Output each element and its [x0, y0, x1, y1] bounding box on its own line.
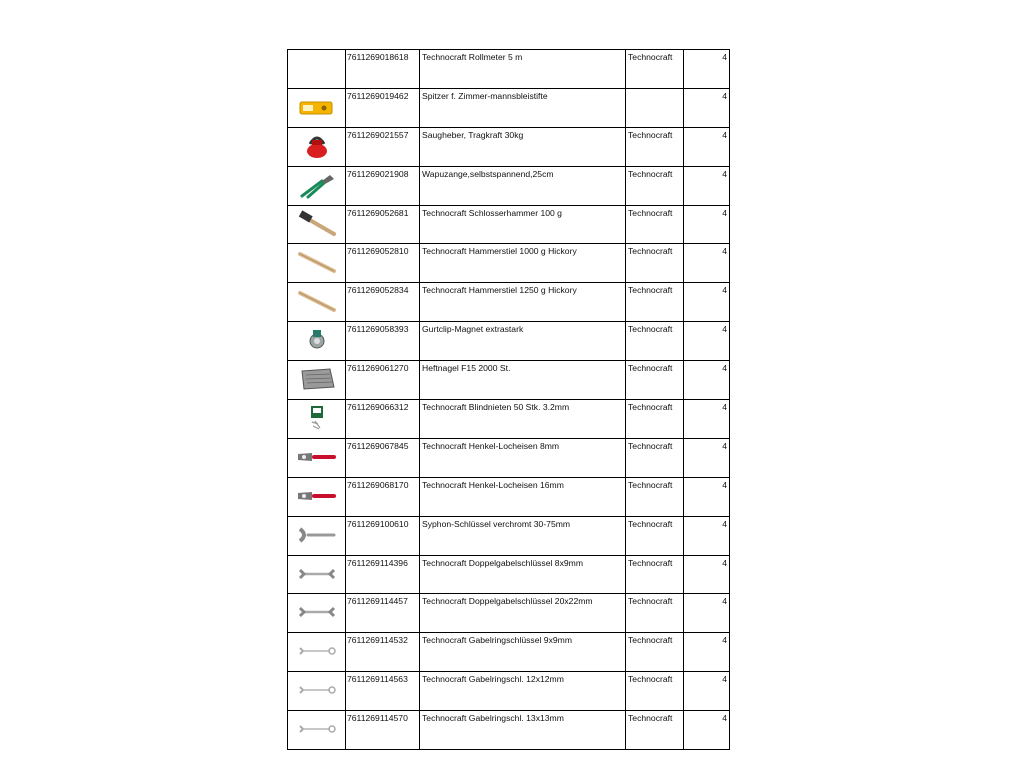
suction-lifter-icon [294, 132, 340, 160]
quantity-cell: 4 [684, 127, 730, 166]
product-image-cell [288, 283, 346, 322]
ean-cell: 7611269019462 [346, 88, 420, 127]
brand-cell: Technocraft [626, 594, 684, 633]
ean-cell: 7611269068170 [346, 477, 420, 516]
description-cell: Technocraft Gabelringschl. 12x12mm [420, 672, 626, 711]
product-image-cell [288, 50, 346, 89]
combination-wrench-icon [294, 637, 340, 665]
quantity-cell: 4 [684, 400, 730, 439]
table-row [288, 322, 730, 361]
table-row [288, 361, 730, 400]
brand-cell: Technocraft [626, 555, 684, 594]
blind-rivets-icon [294, 404, 340, 432]
product-table [287, 49, 730, 750]
product-table-body [288, 50, 730, 750]
product-image-cell [288, 205, 346, 244]
ean-cell: 7611269021557 [346, 127, 420, 166]
none-icon [294, 54, 340, 82]
hole-punch-icon [294, 482, 340, 510]
description-cell: Technocraft Hammerstiel 1250 g Hickory [420, 283, 626, 322]
ean-cell: 7611269114563 [346, 672, 420, 711]
table-row [288, 88, 730, 127]
ean-cell: 7611269114457 [346, 594, 420, 633]
belt-clip-magnet-icon [294, 326, 340, 354]
table-row [288, 400, 730, 439]
description-cell: Technocraft Doppelgabelschlüssel 20x22mm [420, 594, 626, 633]
description-cell: Technocraft Schlosserhammer 100 g [420, 205, 626, 244]
product-image-cell [288, 166, 346, 205]
quantity-cell: 4 [684, 283, 730, 322]
description-cell: Wapuzange,selbstspannend,25cm [420, 166, 626, 205]
ean-cell: 7611269067845 [346, 438, 420, 477]
quantity-cell: 4 [684, 438, 730, 477]
open-end-wrench-icon [294, 598, 340, 626]
quantity-cell: 4 [684, 205, 730, 244]
description-cell: Syphon-Schlüssel verchromt 30-75mm [420, 516, 626, 555]
brand-cell [626, 88, 684, 127]
product-image-cell [288, 127, 346, 166]
table-row [288, 516, 730, 555]
brand-cell: Technocraft [626, 672, 684, 711]
quantity-cell: 4 [684, 555, 730, 594]
table-row [288, 205, 730, 244]
brand-cell: Technocraft [626, 477, 684, 516]
ean-cell: 7611269058393 [346, 322, 420, 361]
ean-cell: 7611269114396 [346, 555, 420, 594]
brand-cell: Technocraft [626, 244, 684, 283]
product-image-cell [288, 633, 346, 672]
brand-cell: Technocraft [626, 633, 684, 672]
ean-cell: 7611269066312 [346, 400, 420, 439]
ean-cell: 7611269114570 [346, 711, 420, 750]
ean-cell: 7611269114532 [346, 633, 420, 672]
staples-icon [294, 365, 340, 393]
brand-cell: Technocraft [626, 438, 684, 477]
quantity-cell: 4 [684, 361, 730, 400]
description-cell: Technocraft Rollmeter 5 m [420, 50, 626, 89]
hammer-icon [294, 210, 340, 238]
product-image-cell [288, 361, 346, 400]
table-row [288, 166, 730, 205]
table-row [288, 594, 730, 633]
description-cell: Heftnagel F15 2000 St. [420, 361, 626, 400]
ean-cell: 7611269061270 [346, 361, 420, 400]
product-image-cell [288, 594, 346, 633]
quantity-cell: 4 [684, 88, 730, 127]
product-sheet [287, 49, 730, 750]
quantity-cell: 4 [684, 711, 730, 750]
description-cell: Technocraft Blindnieten 50 Stk. 3.2mm [420, 400, 626, 439]
quantity-cell: 4 [684, 633, 730, 672]
description-cell: Technocraft Gabelringschl. 13x13mm [420, 711, 626, 750]
quantity-cell: 4 [684, 166, 730, 205]
siphon-wrench-icon [294, 521, 340, 549]
quantity-cell: 4 [684, 322, 730, 361]
brand-cell: Technocraft [626, 283, 684, 322]
brand-cell: Technocraft [626, 711, 684, 750]
ean-cell: 7611269021908 [346, 166, 420, 205]
quantity-cell: 4 [684, 672, 730, 711]
brand-cell: Technocraft [626, 322, 684, 361]
quantity-cell: 4 [684, 477, 730, 516]
table-row [288, 283, 730, 322]
table-row [288, 633, 730, 672]
product-image-cell [288, 322, 346, 361]
pencil-sharpener-icon [294, 93, 340, 121]
table-row [288, 711, 730, 750]
product-image-cell [288, 438, 346, 477]
ean-cell: 7611269052834 [346, 283, 420, 322]
table-row [288, 50, 730, 89]
product-image-cell [288, 400, 346, 439]
brand-cell: Technocraft [626, 516, 684, 555]
table-row [288, 555, 730, 594]
table-row [288, 438, 730, 477]
brand-cell: Technocraft [626, 166, 684, 205]
table-row [288, 672, 730, 711]
description-cell: Technocraft Doppelgabelschlüssel 8x9mm [420, 555, 626, 594]
ean-cell: 7611269100610 [346, 516, 420, 555]
ean-cell: 7611269018618 [346, 50, 420, 89]
product-image-cell [288, 516, 346, 555]
description-cell: Technocraft Henkel-Locheisen 16mm [420, 477, 626, 516]
ean-cell: 7611269052810 [346, 244, 420, 283]
hammer-handle-icon [294, 248, 340, 276]
product-image-cell [288, 711, 346, 750]
table-row [288, 244, 730, 283]
hammer-handle-icon [294, 287, 340, 315]
product-image-cell [288, 244, 346, 283]
description-cell: Technocraft Henkel-Locheisen 8mm [420, 438, 626, 477]
quantity-cell: 4 [684, 594, 730, 633]
description-cell: Spitzer f. Zimmer-mannsbleistifte [420, 88, 626, 127]
description-cell: Saugheber, Tragkraft 30kg [420, 127, 626, 166]
product-image-cell [288, 555, 346, 594]
description-cell: Gurtclip-Magnet extrastark [420, 322, 626, 361]
description-cell: Technocraft Hammerstiel 1000 g Hickory [420, 244, 626, 283]
quantity-cell: 4 [684, 50, 730, 89]
brand-cell: Technocraft [626, 361, 684, 400]
open-end-wrench-icon [294, 560, 340, 588]
table-row [288, 127, 730, 166]
brand-cell: Technocraft [626, 127, 684, 166]
product-image-cell [288, 672, 346, 711]
water-pump-pliers-icon [294, 171, 340, 199]
description-cell: Technocraft Gabelringschlüssel 9x9mm [420, 633, 626, 672]
brand-cell: Technocraft [626, 205, 684, 244]
hole-punch-icon [294, 443, 340, 471]
quantity-cell: 4 [684, 244, 730, 283]
brand-cell: Technocraft [626, 50, 684, 89]
product-image-cell [288, 88, 346, 127]
quantity-cell: 4 [684, 516, 730, 555]
combination-wrench-icon [294, 715, 340, 743]
combination-wrench-icon [294, 676, 340, 704]
table-row [288, 477, 730, 516]
product-image-cell [288, 477, 346, 516]
ean-cell: 7611269052681 [346, 205, 420, 244]
brand-cell: Technocraft [626, 400, 684, 439]
